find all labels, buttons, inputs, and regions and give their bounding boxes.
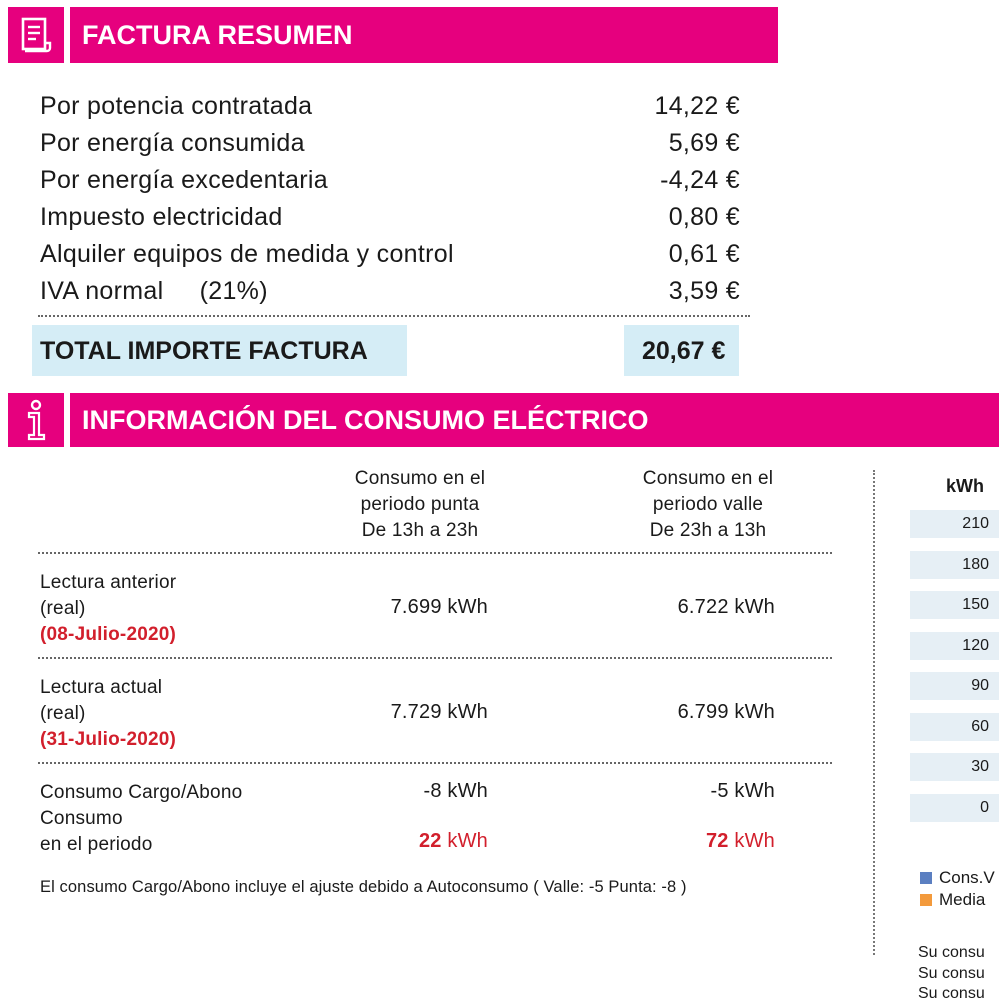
resumen-line-label: Por potencia contratada: [40, 92, 313, 120]
col-header-line: Consumo en el: [354, 468, 486, 489]
y-tick: 180: [910, 551, 999, 579]
total-value: 20,67 €: [642, 337, 726, 365]
col-header-line: periodo punta: [360, 494, 480, 515]
summary-line: Su consu: [918, 965, 985, 982]
consumo-title: INFORMACIÓN DEL CONSUMO ELÉCTRICO: [70, 393, 999, 447]
y-tick: 60: [910, 713, 999, 741]
col-header-line: Consumo en el: [642, 468, 774, 489]
row-label-line: Lectura anterior: [40, 572, 177, 593]
lectura-actual-label: [40, 675, 176, 753]
row-label-line: Consumo: [40, 808, 123, 829]
col-header-punta: [300, 466, 540, 544]
resumen-line-value: 5,69 €: [668, 129, 740, 157]
consumo-cargo-valle: -5 kWh: [710, 780, 775, 802]
y-tick: 120: [910, 632, 999, 660]
lectura-anterior-punta: 7.699 kWh: [390, 596, 488, 618]
consumo-periodo-unit: kWh: [728, 830, 775, 852]
y-tick: 90: [910, 672, 999, 700]
summary-line: Su consu: [918, 944, 985, 961]
consumo-periodo-punta-value: 22: [418, 830, 442, 852]
resumen-line-label: IVA normal (21%): [40, 277, 268, 305]
divider: [38, 657, 832, 659]
summary-line: Su consu: [918, 985, 985, 1002]
chart-axis-title: kWh: [946, 476, 984, 496]
legend-swatch: [920, 872, 932, 884]
resumen-line-value: 0,61 €: [668, 240, 740, 268]
resumen-line-value: 3,59 €: [668, 277, 740, 305]
info-icon: [21, 399, 51, 441]
row-label-line: Lectura actual: [40, 677, 163, 698]
consumo-periodo-valle: [575, 830, 775, 853]
row-label-line: en el periodo: [40, 834, 153, 855]
factura-resumen-title: FACTURA RESUMEN: [70, 7, 778, 63]
consumo-periodo-label: [40, 806, 152, 858]
consumo-periodo-punta: [288, 830, 488, 853]
col-header-valle: [588, 466, 828, 544]
lectura-anterior-valle: 6.722 kWh: [677, 596, 775, 618]
lectura-actual-punta: 7.729 kWh: [390, 701, 488, 723]
resumen-line-value: 14,22 €: [654, 92, 740, 120]
consumo-periodo-valle-value: 72: [705, 830, 729, 852]
info-icon-box: [8, 393, 64, 447]
resumen-line-value: -4,24 €: [660, 166, 740, 194]
legend-label: Cons.V: [939, 868, 995, 887]
divider: [38, 552, 832, 554]
col-header-line: De 23h a 13h: [649, 520, 767, 541]
row-label-line: (real): [40, 598, 86, 619]
divider: [38, 762, 832, 764]
y-tick: 30: [910, 753, 999, 781]
legend-item: [920, 868, 995, 888]
legend-swatch: [920, 894, 932, 906]
chart-separator: [873, 470, 875, 955]
invoice-icon-box: [8, 7, 64, 63]
legend-item: [920, 890, 985, 910]
y-tick: 0: [910, 794, 999, 822]
resumen-line-label: Impuesto electricidad: [40, 203, 283, 231]
consumo-cargo-punta: -8 kWh: [423, 780, 488, 802]
col-header-line: De 13h a 23h: [361, 520, 479, 541]
resumen-line-value: 0,80 €: [668, 203, 740, 231]
lectura-anterior-date: (08-Julio-2020): [40, 624, 177, 645]
row-label-line: (real): [40, 703, 86, 724]
lectura-actual-date: (31-Julio-2020): [40, 729, 177, 750]
autoconsumo-note: El consumo Cargo/Abono incluye el ajuste debido a Autoconsumo ( Valle: -5 Punta: -8 ): [40, 878, 687, 896]
col-header-line: periodo valle: [652, 494, 764, 515]
lectura-actual-valle: 6.799 kWh: [677, 701, 775, 723]
total-label: TOTAL IMPORTE FACTURA: [40, 337, 368, 365]
lectura-anterior-label: [40, 570, 176, 648]
invoice-icon: [19, 16, 53, 54]
resumen-line-label: Alquiler equipos de medida y control: [40, 240, 454, 268]
resumen-line-label: Por energía excedentaria: [40, 166, 328, 194]
y-tick: 150: [910, 591, 999, 619]
consumo-cargo-label: Consumo Cargo/Abono: [40, 782, 243, 803]
resumen-line-label: Por energía consumida: [40, 129, 305, 157]
consumo-periodo-unit: kWh: [441, 830, 488, 852]
divider: [38, 315, 750, 317]
legend-label: Media: [939, 890, 986, 909]
y-tick: 210: [910, 510, 999, 538]
